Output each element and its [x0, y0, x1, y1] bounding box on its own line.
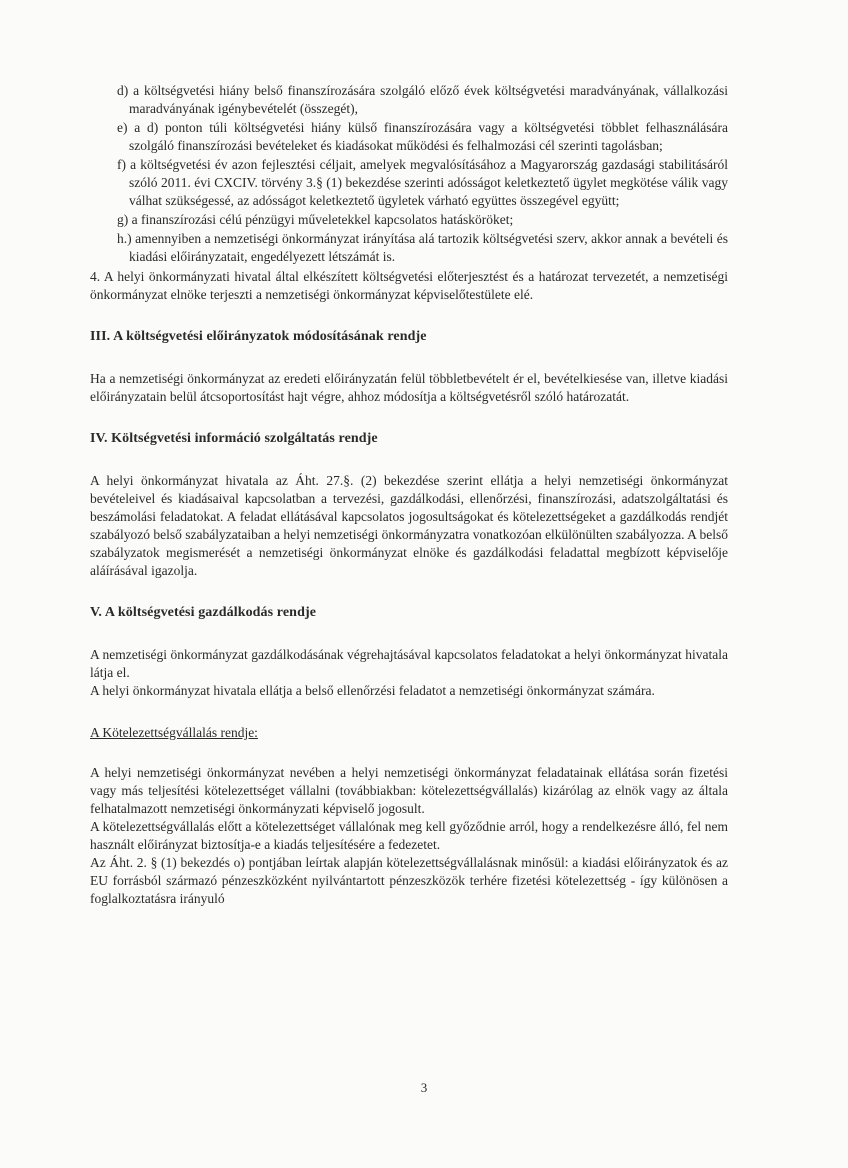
commitment-rules-subheading: A Kötelezettségvállalás rendje: — [90, 725, 258, 740]
list-item-f: f) a költségvetési év azon fejlesztési céljait, amelyek megvalósításához a Magyarország gazdasági stabilitásáról szóló 2011. évi CXCIV. törvény 3.§ (1) bekezdése szerinti adósságot keletkeztető ügylet megkötése válik vagy válhat szükségessé, az adósságot keletkeztető ügyletek várható együttes összegével együtt; — [117, 157, 728, 208]
section-5-text-5: Az Áht. 2. § (1) bekezdés o) pontjában leírtak alapján kötelezettségvállalásnak minősül: a kiadási előirányzatok és az EU forrásból származó pénzeszközként nyilvántartott pénzeszközök terhére fizetési kötelezettség - így különösen a foglalkoztatásra irányuló — [90, 855, 728, 906]
section-5-heading: V. A költségvetési gazdálkodás rendje — [90, 605, 317, 620]
document-body — [90, 80, 728, 908]
section-4-heading: IV. Költségvetési információ szolgáltatás rendje — [90, 431, 378, 446]
section-4-text: A helyi önkormányzat hivatala az Áht. 27.§. (2) bekezdése szerint ellátja a helyi nemzetiségi önkormányzat bevételeivel és kiadásaival kapcsolatban a tervezési, gazdálkodási, ellenőrzési, finanszírozási, adatszolgáltatási és beszámolási feladatokat. A feladat ellátásával kapcsolatos jogosultságokat és kötelezettségeket a gazdálkodás rendjét szabályozó belső szabályzataiban a helyi nemzetiségi önkormányzatra vonatkozóan elkülönülten szabályozza. A belső szabályzatok megismerését a nemzetiségi önkormányzat elnöke és gazdálkodási feladattal megbízott képviselője aláírásával igazolja. — [90, 473, 729, 578]
list-item-h: h.) amennyiben a nemzetiségi önkormányzat irányítása alá tartozik költségvetési szerv, akkor annak a bevételi és kiadási előirányzatait, engedélyezett létszámát is. — [117, 231, 728, 264]
paragraph-4: 4. A helyi önkormányzati hivatal által elkészített költségvetési előterjesztést és a határozat tervezetét, a nemzetiségi önkormányzat elnöke terjeszti a nemzetiségi önkormányzat képviselőtestülete elé. — [90, 269, 728, 302]
list-item-g: g) a finanszírozási célú pénzügyi műveletekkel kapcsolatos hatásköröket; — [117, 212, 514, 227]
section-5-text-1: A nemzetiségi önkormányzat gazdálkodásának végrehajtásával kapcsolatos feladatokat a helyi önkormányzat hivatala látja el. — [90, 647, 728, 680]
section-5-text-3: A helyi nemzetiségi önkormányzat nevében a helyi nemzetiségi önkormányzat feladatainak ellátása során fizetési vagy más teljesítési kötelezettséget vállalni (továbbiakban: kötelezettségvállalás) kizárólag az elnök vagy az általa felhatalmazott nemzetiségi önkormányzati képviselő jogosult. — [90, 765, 728, 816]
list-item-d: d) a költségvetési hiány belső finanszírozására szolgáló előző évek költségvetési maradványának, vállalkozási maradványának igénybevételét (összegét), — [117, 83, 728, 116]
section-5-text-2: A helyi önkormányzat hivatala ellátja a belső ellenőrzési feladatot a nemzetiségi önkormányzat számára. — [90, 683, 655, 698]
list-item-e: e) a d) ponton túli költségvetési hiány külső finanszírozására vagy a költségvetési többlet felhasználására szolgáló finanszírozási bevételeket és kiadásokat működési és felhalmozási cél szerinti tagolásban; — [117, 120, 728, 153]
section-5-text-4: A kötelezettségvállalás előtt a kötelezettséget vállalónak meg kell győződnie arról, hogy a rendelkezésre álló, fel nem használt előirányzat biztosítja-e a kiadás teljesítésére a fedezetet. — [90, 819, 728, 852]
page-number: 3 — [420, 1080, 428, 1095]
section-3-text: Ha a nemzetiségi önkormányzat az eredeti előirányzatán felül többletbevételt ér el, bevételkiesése van, illetve kiadási előirányzatain belül átcsoportosítást hajt végre, ahhoz módosítja a költségvetésről szóló határozatát. — [90, 371, 728, 404]
section-3-heading: III. A költségvetési előirányzatok módosításának rendje — [90, 329, 427, 344]
